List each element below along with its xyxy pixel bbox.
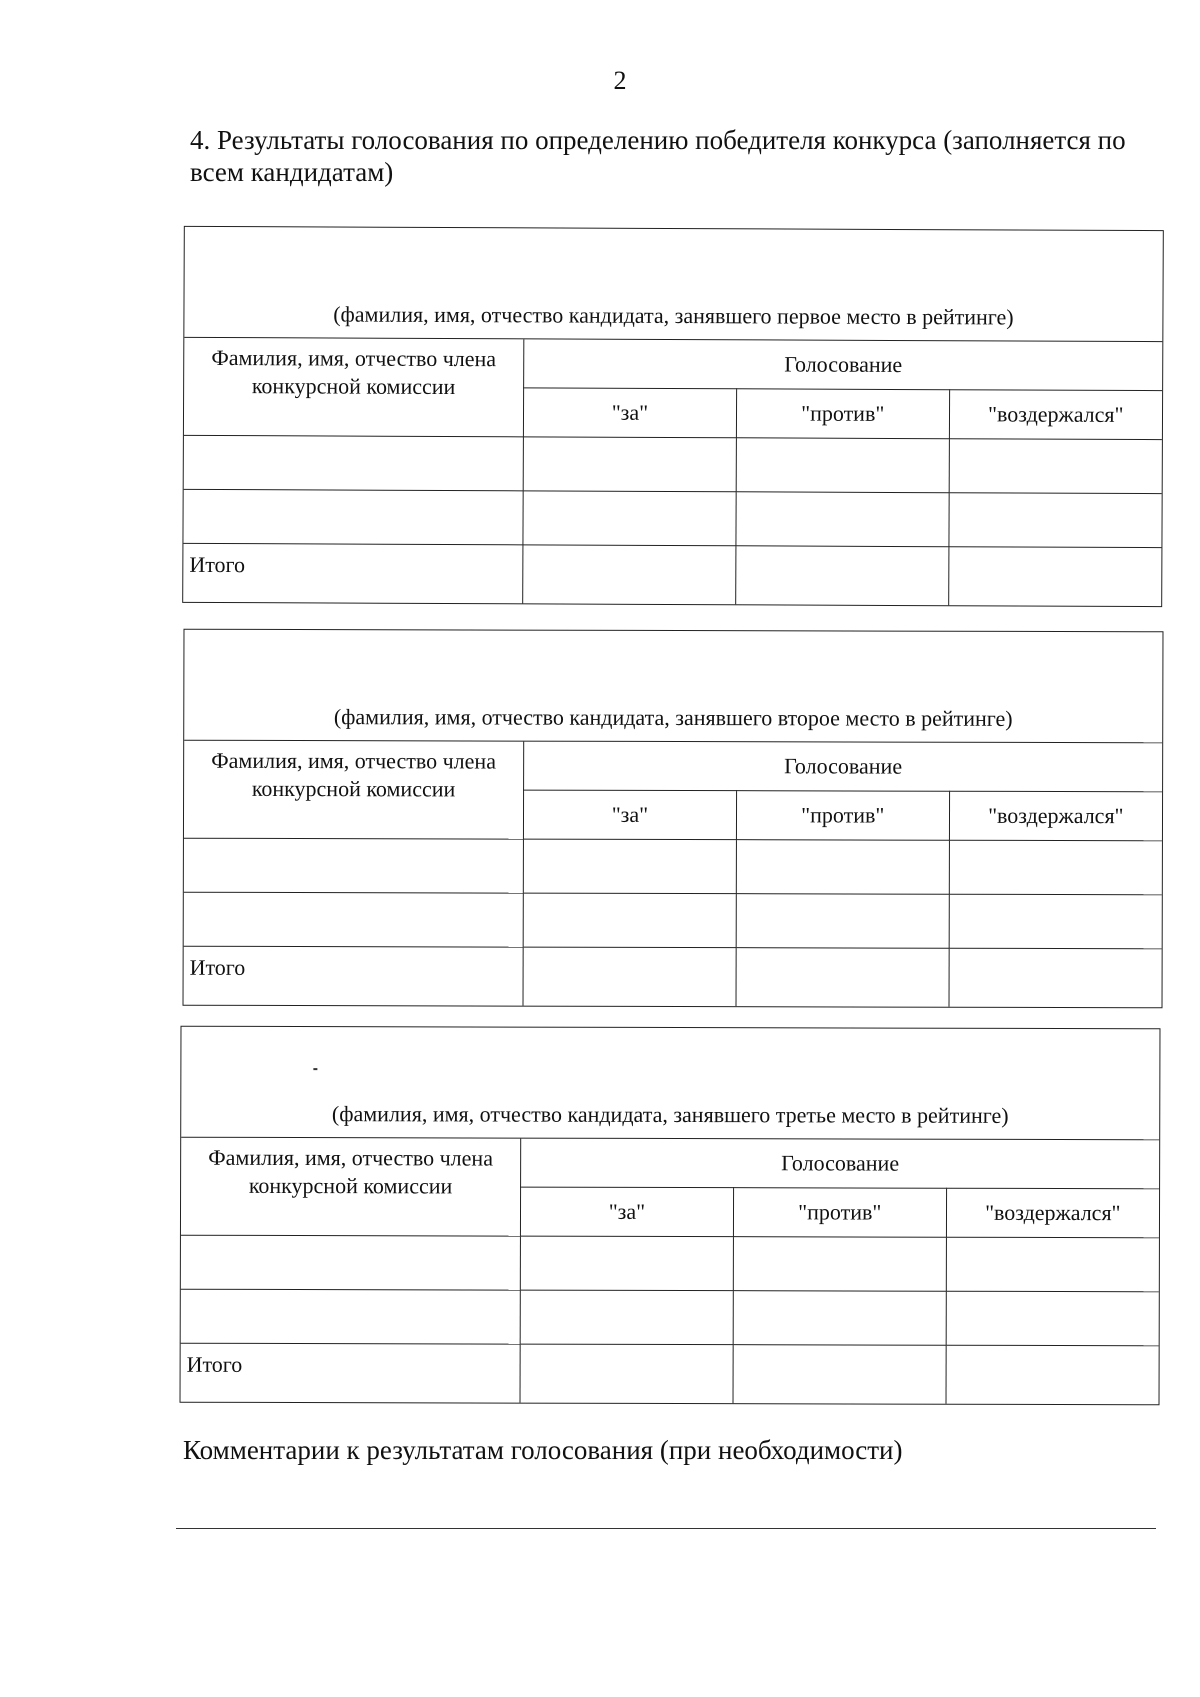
vote-against-cell[interactable] bbox=[736, 840, 949, 895]
voting-header: Голосование bbox=[524, 339, 1163, 390]
vote-block-third-place bbox=[180, 1026, 1161, 1406]
total-against-cell[interactable] bbox=[736, 546, 949, 605]
total-label: Итого bbox=[181, 1343, 521, 1402]
total-against-cell[interactable] bbox=[736, 948, 949, 1007]
total-abstain-cell[interactable] bbox=[949, 948, 1162, 1007]
option-against-header: "против" bbox=[733, 1188, 946, 1238]
member-row bbox=[184, 838, 1162, 895]
option-for-header: "за" bbox=[523, 388, 736, 438]
option-abstain-header: "воздержался" bbox=[949, 791, 1162, 841]
option-for-header: "за" bbox=[520, 1187, 733, 1237]
candidate-name-field[interactable] bbox=[184, 227, 1162, 342]
member-row bbox=[181, 1289, 1159, 1346]
vote-block-second-place bbox=[183, 629, 1164, 1009]
comments-label: Комментарии к результатам голосования (при необходимости) bbox=[183, 1435, 903, 1465]
total-for-cell[interactable] bbox=[520, 1344, 733, 1403]
vote-table bbox=[183, 338, 1162, 606]
member-name-cell[interactable] bbox=[184, 838, 524, 893]
vote-block-first-place bbox=[182, 226, 1164, 607]
option-against-header: "против" bbox=[736, 791, 949, 841]
member-name-cell[interactable] bbox=[184, 435, 524, 490]
candidate-caption: (фамилия, имя, отчество кандидата, занявшего второе место в рейтинге) bbox=[333, 704, 1013, 731]
vote-abstain-cell[interactable] bbox=[949, 840, 1162, 895]
vote-abstain-cell[interactable] bbox=[949, 894, 1162, 949]
vote-for-cell[interactable] bbox=[523, 437, 736, 492]
vote-for-cell[interactable] bbox=[520, 1290, 733, 1345]
member-column-header: Фамилия, имя, отчество члена конкурсной комиссии bbox=[184, 338, 524, 437]
total-for-cell[interactable] bbox=[523, 947, 736, 1006]
candidate-name-field[interactable] bbox=[184, 630, 1162, 744]
option-abstain-header: "воздержался" bbox=[946, 1188, 1159, 1238]
total-against-cell[interactable] bbox=[733, 1345, 946, 1404]
member-name-cell[interactable] bbox=[183, 489, 523, 544]
member-row bbox=[184, 892, 1162, 949]
total-abstain-cell[interactable] bbox=[946, 1345, 1159, 1404]
total-for-cell[interactable] bbox=[523, 545, 736, 604]
vote-for-cell[interactable] bbox=[523, 893, 736, 948]
comments-input-line[interactable] bbox=[176, 1528, 1156, 1529]
total-abstain-cell[interactable] bbox=[948, 547, 1161, 606]
total-row bbox=[183, 543, 1161, 606]
page-number: 2 bbox=[613, 66, 627, 95]
option-against-header: "против" bbox=[736, 389, 949, 439]
vote-against-cell[interactable] bbox=[736, 492, 949, 547]
option-for-header: "за" bbox=[523, 790, 736, 840]
member-row bbox=[183, 489, 1161, 547]
member-column-header: Фамилия, имя, отчество члена конкурсной комиссии bbox=[184, 741, 524, 839]
vote-table bbox=[181, 1138, 1160, 1405]
voting-header: Голосование bbox=[524, 742, 1163, 792]
member-name-cell[interactable] bbox=[184, 892, 524, 947]
section-heading: 4. Результаты голосования по определению победителя конкурса (заполняется по всем кандидатам) bbox=[190, 125, 1126, 187]
member-name-cell[interactable] bbox=[181, 1289, 521, 1344]
vote-against-cell[interactable] bbox=[733, 1237, 946, 1292]
vote-against-cell[interactable] bbox=[736, 438, 949, 493]
member-row bbox=[181, 1235, 1159, 1292]
vote-abstain-cell[interactable] bbox=[949, 493, 1162, 548]
member-row bbox=[184, 435, 1162, 493]
total-row bbox=[181, 1343, 1159, 1404]
member-name-cell[interactable] bbox=[181, 1235, 521, 1290]
total-label: Итого bbox=[183, 543, 523, 603]
vote-for-cell[interactable] bbox=[520, 1236, 733, 1291]
vote-abstain-cell[interactable] bbox=[946, 1291, 1159, 1346]
total-row bbox=[184, 946, 1162, 1007]
candidate-caption: (фамилия, имя, отчество кандидата, занявшего первое место в рейтинге) bbox=[333, 301, 1014, 330]
vote-against-cell[interactable] bbox=[733, 1291, 946, 1346]
vote-table bbox=[184, 741, 1163, 1008]
vote-for-cell[interactable] bbox=[523, 839, 736, 894]
vote-abstain-cell[interactable] bbox=[949, 439, 1162, 494]
vote-abstain-cell[interactable] bbox=[946, 1237, 1159, 1292]
vote-for-cell[interactable] bbox=[523, 491, 736, 546]
member-column-header: Фамилия, имя, отчество члена конкурсной комиссии bbox=[181, 1138, 521, 1236]
option-abstain-header: "воздержался" bbox=[949, 390, 1162, 440]
candidate-name-field[interactable] bbox=[181, 1027, 1159, 1141]
vote-against-cell[interactable] bbox=[736, 894, 949, 949]
voting-header: Голосование bbox=[521, 1139, 1160, 1189]
stray-dash-mark bbox=[313, 1068, 317, 1070]
total-label: Итого bbox=[184, 946, 524, 1005]
candidate-caption: (фамилия, имя, отчество кандидата, занявшего третье место в рейтинге) bbox=[331, 1101, 1009, 1128]
